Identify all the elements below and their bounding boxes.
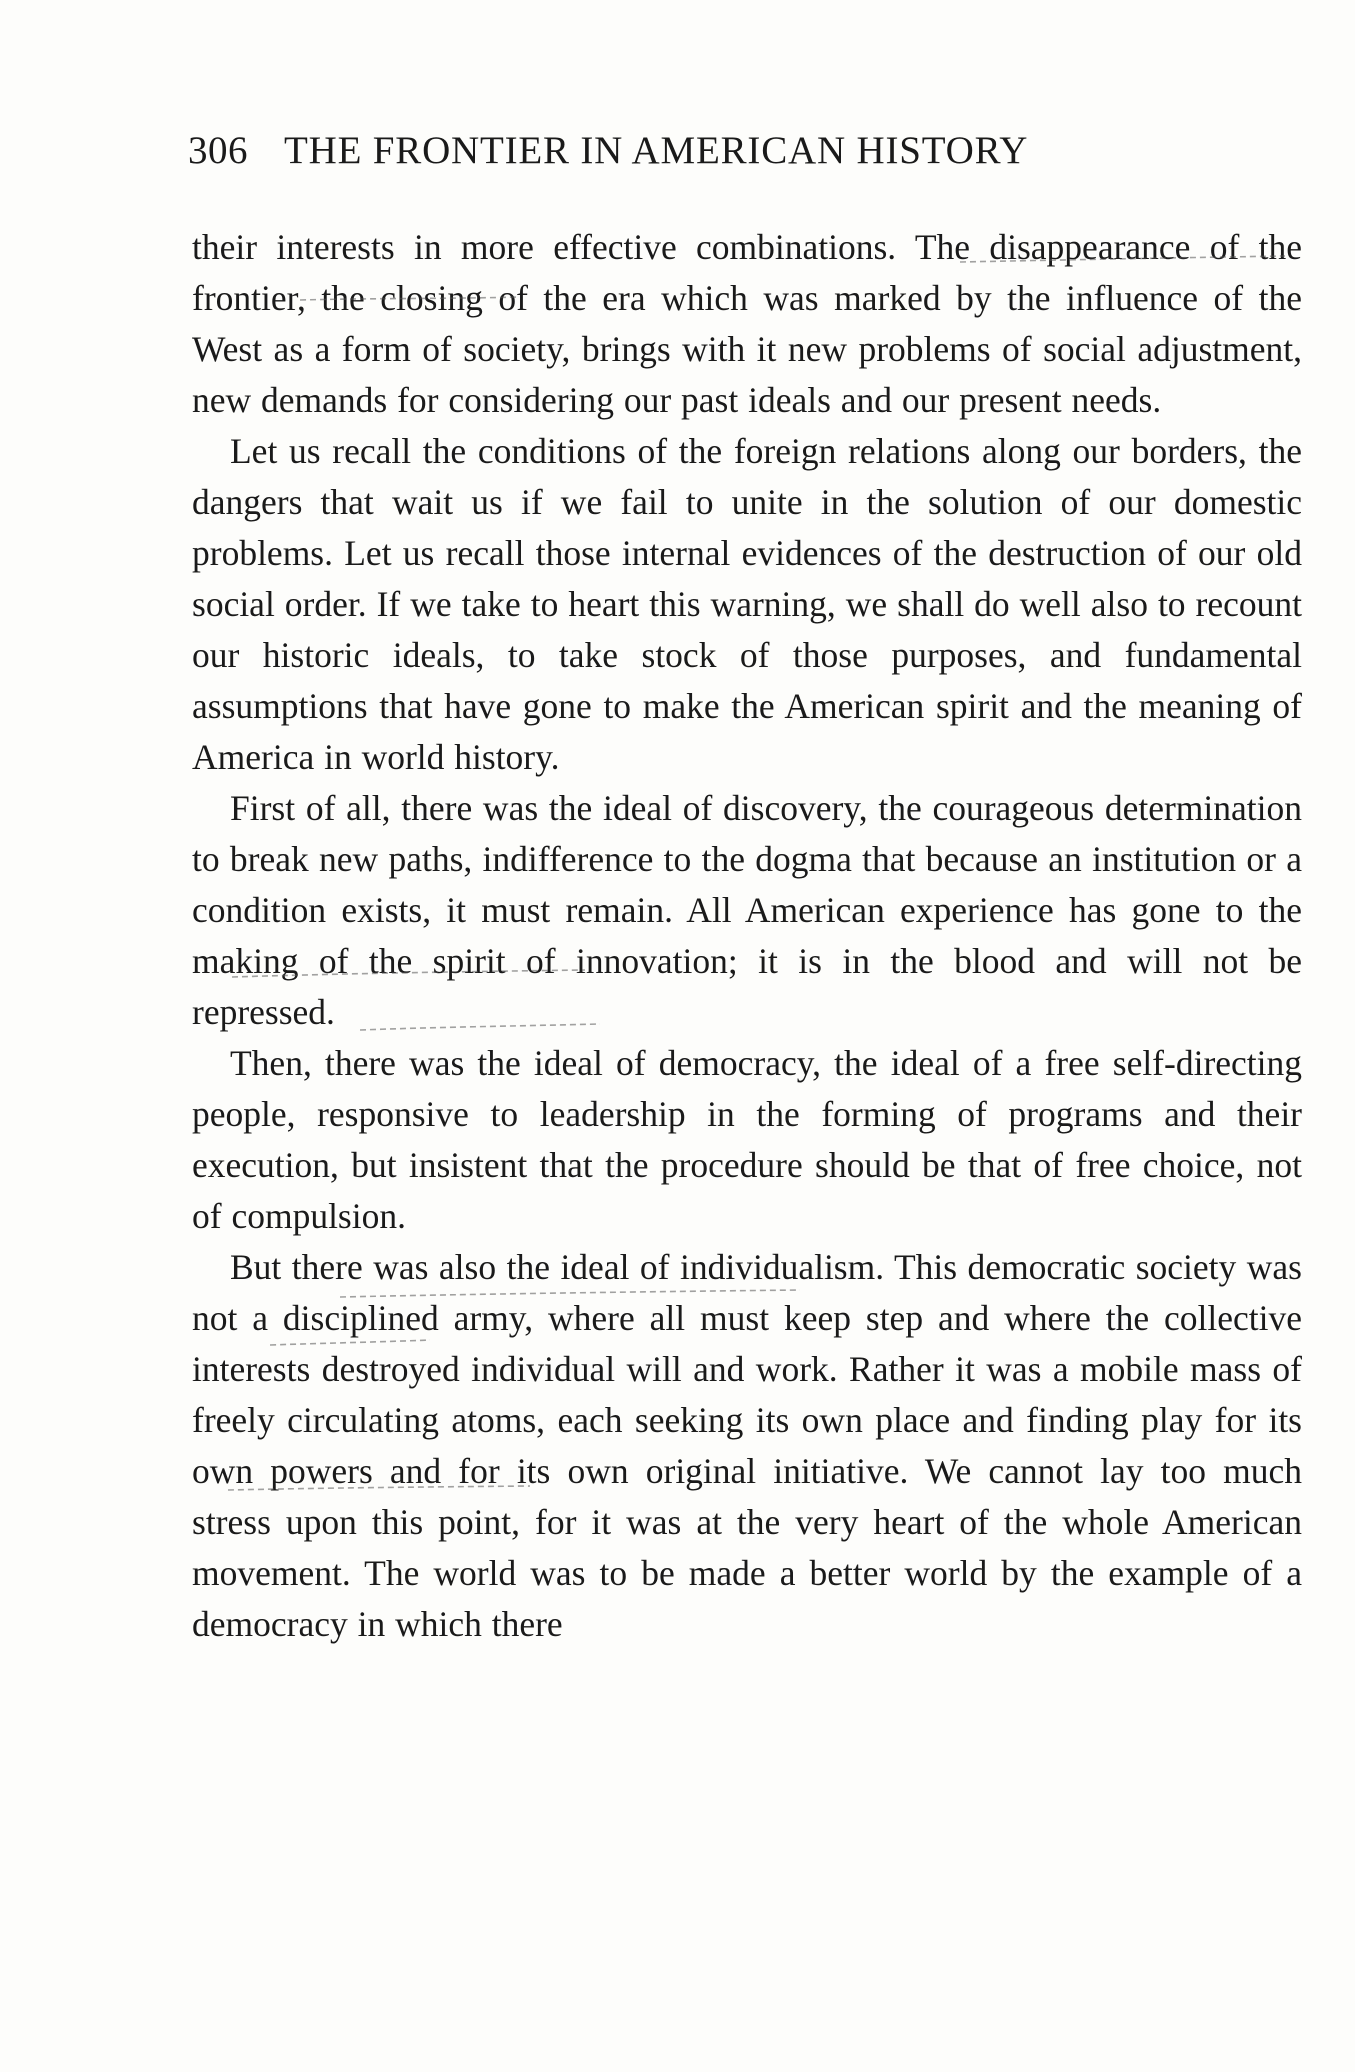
paragraph-ideal-of-individualism: But there was also the ideal of individualism. This democratic society was not a disciplined army, where all must keep step and where the collective interests destroyed individual will and work. Rather it was a mobile mass of freely circulating atoms, each seeking its own place and finding play for its own powers and for its own original initiative. We cannot lay too much stress upon this point, for it was at the very heart of the whole American movement. The world was to be made a better world by the example of a democracy in which there <box>192 1247 1302 1644</box>
running-title: THE FRONTIER IN AMERICAN HISTORY <box>284 129 1029 172</box>
paragraph-continuation: their interests in more effective combinations. The disappearance of the frontier, the closing of the era which was marked by the influence of the West as a form of society, brings with it new problems of social adjustment, new demands for considering our past ideals and our present needs. <box>192 227 1302 420</box>
paragraph-ideal-of-discovery: First of all, there was the ideal of discovery, the courageous determination to break new paths, indifference to the dogma that because an institution or a condition exists, it must remain. All American experience has gone to the making of the spirit of innovation; it is in the blood and will not be repressed. <box>192 788 1302 1032</box>
running-head <box>188 128 1308 173</box>
paragraph-recall-conditions: Let us recall the conditions of the foreign relations along our borders, the dangers that wait us if we fail to unite in the solution of our domestic problems. Let us recall those internal evidences of the destruction of our old social order. If we take to heart this warning, we shall do well also to recount our historic ideals, to take stock of those purposes, and fundamental assumptions that have gone to make the American spirit and the meaning of America in world history. <box>192 431 1302 777</box>
page-number: 306 <box>188 129 248 172</box>
body-text <box>192 222 1302 1650</box>
paragraph-ideal-of-democracy: Then, there was the ideal of democracy, the ideal of a free self-directing people, responsive to leadership in the forming of programs and their execution, but insistent that the procedure should be that of free choice, not of compulsion. <box>192 1043 1302 1236</box>
